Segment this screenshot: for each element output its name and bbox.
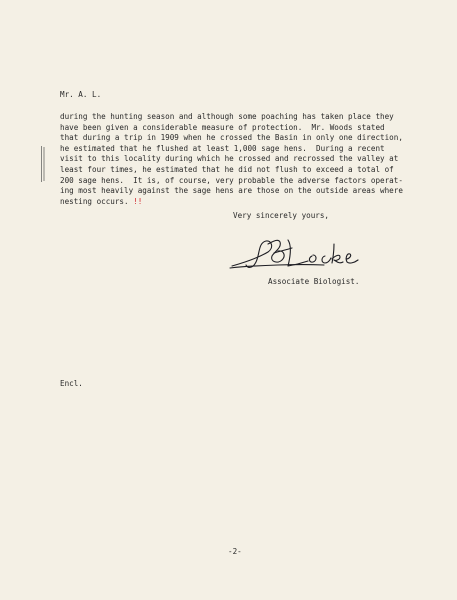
margin-marks <box>40 146 46 182</box>
body-line-text: nesting occurs. <box>60 196 129 206</box>
page-number: -2- <box>228 547 242 556</box>
body-line: least four times, he estimated that he did not flush to exceed a total of <box>60 164 394 174</box>
body-line: during the hunting season and although some poaching has taken place they <box>60 112 394 121</box>
letter-body <box>60 112 440 207</box>
body-line: 200 sage hens. It is, of course, very probable the adverse factors operat- <box>60 175 403 185</box>
closing: Very sincerely yours, <box>233 211 330 220</box>
salutation: Mr. A. L. <box>60 90 102 99</box>
enclosure-note: Encl. <box>60 379 83 388</box>
body-line: visit to this locality during which he crossed and recrossed the valley at <box>60 154 399 164</box>
body-line: that during a trip in 1909 when he crossed the Basin in only one direction, <box>60 133 403 143</box>
body-line: he estimated that he flushed at least 1,000 sage hens. During a recent <box>60 143 385 153</box>
signer-title: Associate Biologist. <box>268 277 360 286</box>
body-line: have been given a considerable measure of protection. Mr. Woods stated <box>60 122 385 132</box>
body-line: ing most heavily against the sage hens are those on the outside areas where <box>60 186 403 196</box>
body-line-last <box>60 197 440 208</box>
handwritten-signature <box>228 232 378 276</box>
editorial-mark: !! <box>133 196 143 206</box>
